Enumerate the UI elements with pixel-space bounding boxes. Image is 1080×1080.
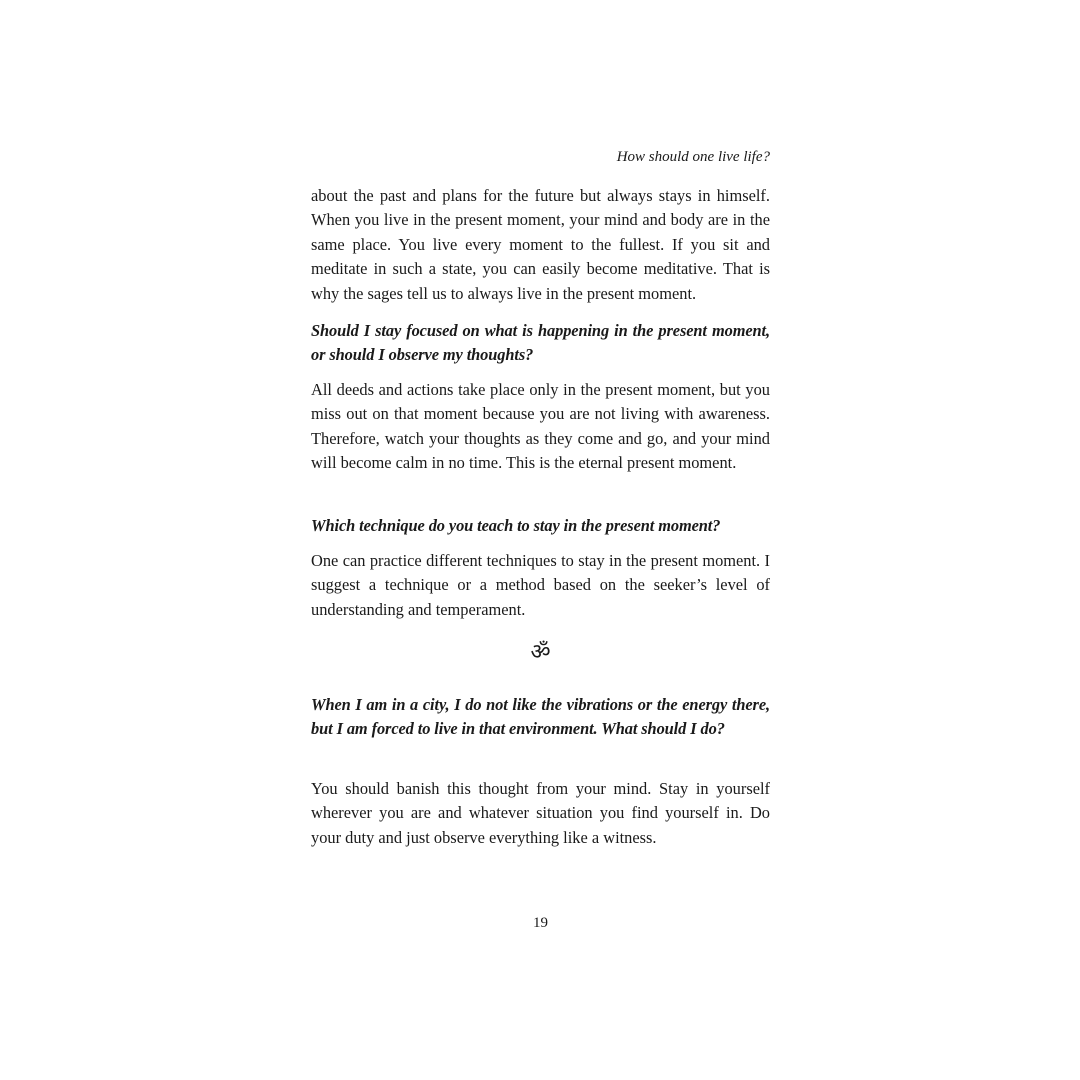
question-1-block xyxy=(311,319,770,368)
page-number: 19 xyxy=(533,915,548,931)
paragraph-1: about the past and plans for the future but always stays in himself. When you live in the present moment, your mind and body are in the same place. You live every moment to the fullest. If you sit and meditate in such a state, you can easily become meditative. That is why the sages tell us to always live in the present moment. xyxy=(311,186,770,303)
paragraph-3-block xyxy=(311,549,770,622)
question-2: Which technique do you teach to stay in the present moment? xyxy=(311,516,721,535)
paragraph-3: One can practice different techniques to stay in the present moment. I suggest a technique or a method based on the seeker’s level of understanding and temperament. xyxy=(311,551,770,619)
question-3: When I am in a city, I do not like the vibrations or the energy there, but I am forced to live in that environment. What should I do? xyxy=(311,695,770,739)
question-1: Should I stay focused on what is happening in the present moment, or should I observe my thoughts? xyxy=(311,321,770,365)
question-3-block xyxy=(311,693,770,742)
paragraph-2: All deeds and actions take place only in the present moment, but you miss out on that moment because you are not living with awareness. Therefore, watch your thoughts as they come and go, and your mind will become calm in no time. This is the eternal present moment. xyxy=(311,380,770,473)
paragraph-4: You should banish this thought from your mind. Stay in yourself wherever you are and whatever situation you find yourself in. Do your duty and just observe everything like a witness. xyxy=(311,779,770,847)
paragraph-1-block xyxy=(311,184,770,306)
question-2-block xyxy=(311,514,770,538)
paragraph-2-block xyxy=(311,378,770,476)
paragraph-4-block xyxy=(311,777,770,850)
running-head: How should one live life? xyxy=(616,149,770,165)
om-ornament-icon: ॐ xyxy=(530,640,551,665)
